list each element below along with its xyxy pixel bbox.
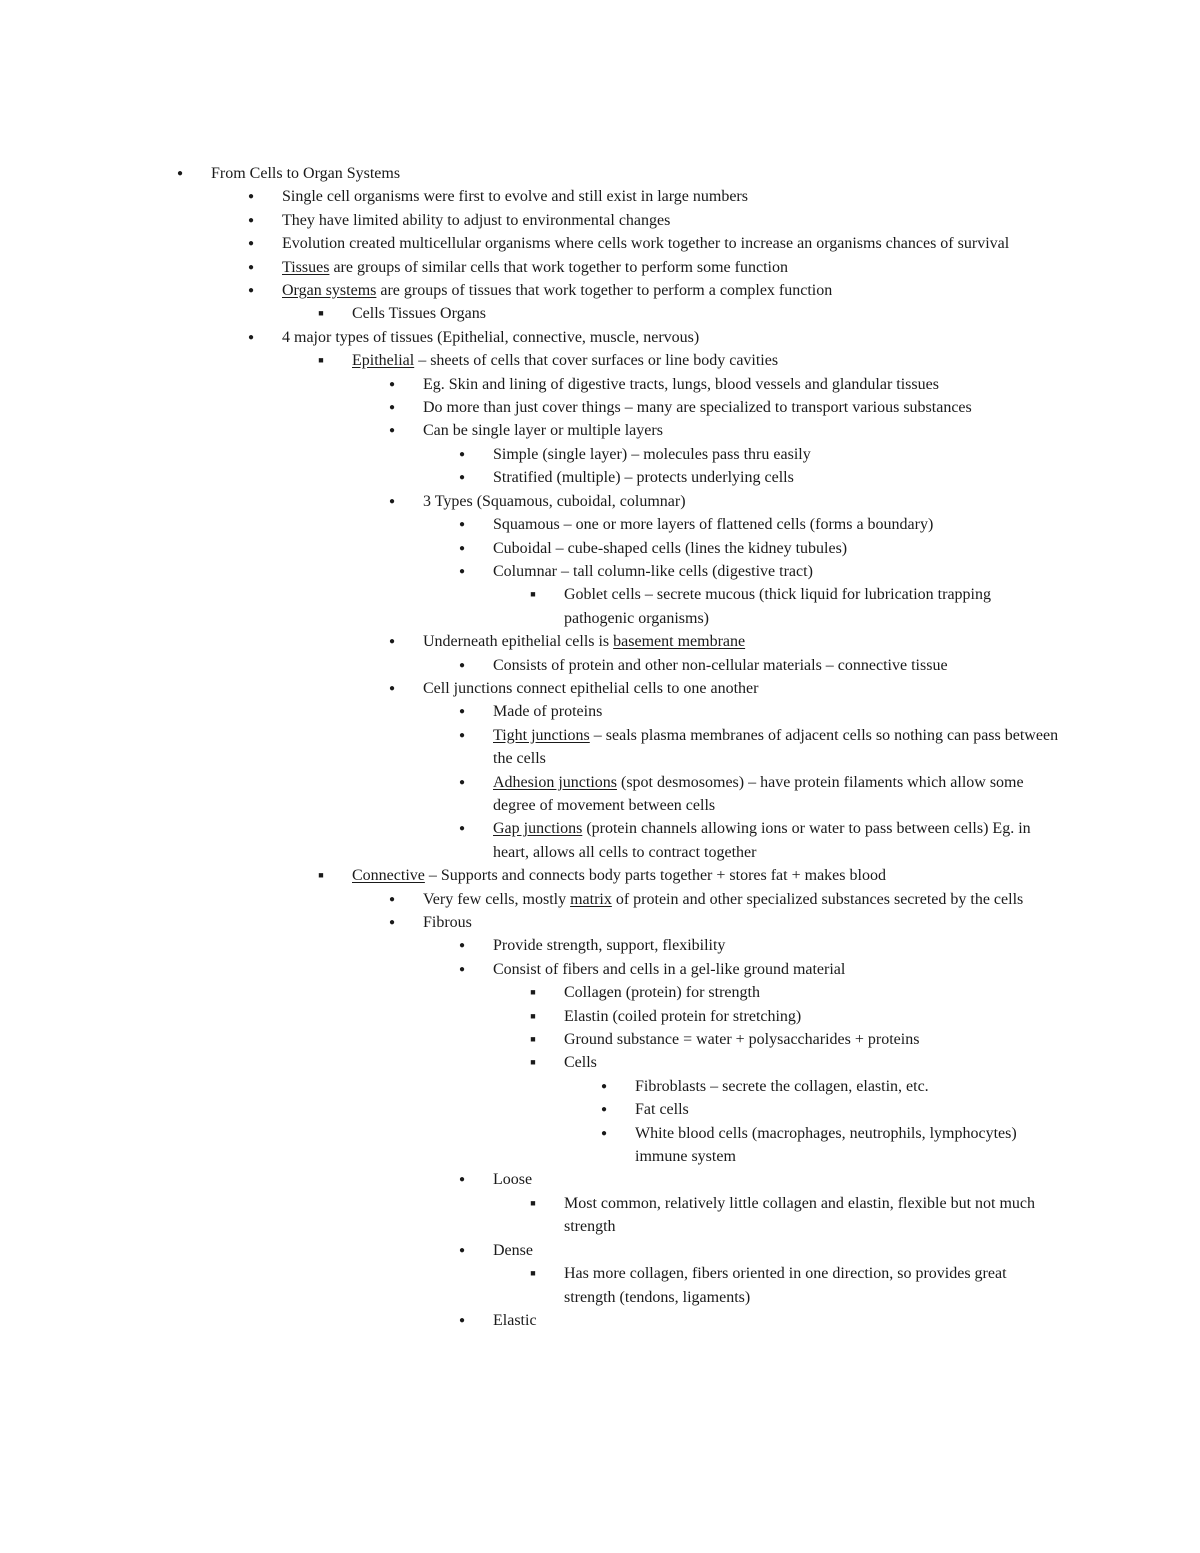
text-run: are groups of tissues that work together to perform a complex function bbox=[376, 282, 833, 300]
text-run: Evolution created multicellular organisms where cells work together to increase an organisms chances of survival bbox=[282, 235, 1010, 253]
outline-item-text bbox=[211, 162, 1062, 185]
disc-bullet-icon bbox=[382, 396, 402, 419]
text-run: Collagen (protein) for strength bbox=[564, 984, 760, 1002]
outline-item-level-5 bbox=[493, 817, 1062, 864]
disc-bullet-icon bbox=[452, 934, 472, 957]
outline-item-level-6 bbox=[564, 981, 1062, 1004]
outline-item-level-5 bbox=[493, 771, 1062, 818]
outline-item-level-5 bbox=[493, 700, 1062, 723]
disc-bullet-icon bbox=[382, 490, 402, 513]
outline-item-level-2 bbox=[282, 185, 1062, 208]
outline-item-level-4 bbox=[423, 911, 1062, 934]
text-run: Elastin (coiled protein for stretching) bbox=[564, 1007, 802, 1025]
text-run: Cells Tissues Organs bbox=[352, 305, 486, 323]
disc-bullet-icon bbox=[241, 279, 261, 302]
square-bullet-icon bbox=[311, 864, 331, 887]
disc-bullet-icon bbox=[241, 209, 261, 232]
outline-item-text bbox=[282, 209, 1062, 232]
outline-item-level-7 bbox=[635, 1075, 1062, 1098]
disc-bullet-icon bbox=[594, 1098, 614, 1121]
outline-item-level-3 bbox=[352, 349, 1062, 372]
outline-item-text bbox=[423, 888, 1062, 911]
disc-bullet-icon bbox=[170, 162, 190, 185]
text-run: – seals plasma membranes of adjacent cells so nothing can pass between the cells bbox=[493, 726, 1059, 768]
text-run: are groups of similar cells that work together to perform some function bbox=[329, 258, 788, 276]
outline-item-level-5 bbox=[493, 466, 1062, 489]
text-run: (spot desmosomes) – have protein filaments which allow some degree of movement between cells bbox=[493, 773, 1024, 814]
square-bullet-icon bbox=[523, 1051, 543, 1074]
outline-item-level-3 bbox=[352, 864, 1062, 887]
outline-item-level-2 bbox=[282, 256, 1062, 279]
outline-item-level-5 bbox=[493, 934, 1062, 957]
text-run: Fat cells bbox=[635, 1101, 689, 1119]
text-run: Made of proteins bbox=[493, 703, 603, 721]
outline-item-level-4 bbox=[423, 677, 1062, 700]
text-run: – sheets of cells that cover surfaces or line body cavities bbox=[414, 352, 779, 370]
disc-bullet-icon bbox=[452, 560, 472, 583]
underlined-term: matrix bbox=[570, 890, 612, 908]
outline-item-text bbox=[493, 513, 1062, 536]
outline-item-text bbox=[493, 771, 1062, 818]
disc-bullet-icon bbox=[382, 677, 402, 700]
disc-bullet-icon bbox=[382, 419, 402, 442]
text-run: Provide strength, support, flexibility bbox=[493, 937, 726, 955]
text-run: – Supports and connects body parts together + stores fat + makes blood bbox=[424, 867, 886, 885]
text-run: Underneath epithelial cells is bbox=[423, 633, 614, 651]
outline-item-text bbox=[282, 279, 1062, 302]
outline-item-level-2 bbox=[282, 279, 1062, 302]
text-run: Most common, relatively little collagen and elastin, flexible but not much strength bbox=[564, 1194, 1035, 1236]
outline-item-text bbox=[493, 443, 1062, 466]
outline-item-text bbox=[493, 1309, 1062, 1332]
outline-item-level-2 bbox=[282, 232, 1062, 255]
disc-bullet-icon bbox=[452, 443, 472, 466]
underlined-term: Epithelial bbox=[352, 352, 415, 370]
text-run: White blood cells (macrophages, neutrophils, lymphocytes) immune system bbox=[635, 1124, 1017, 1166]
outline-item-level-5 bbox=[493, 724, 1062, 771]
text-run: 3 Types (Squamous, cuboidal, columnar) bbox=[423, 492, 686, 510]
outline-item-level-4 bbox=[423, 396, 1062, 419]
text-run: From Cells to Organ Systems bbox=[211, 165, 401, 182]
outline-item-text bbox=[282, 256, 1062, 279]
text-run: 4 major types of tissues (Epithelial, connective, muscle, nervous) bbox=[282, 328, 700, 346]
outline-item-text bbox=[635, 1122, 1062, 1169]
text-run: Elastic bbox=[493, 1311, 537, 1329]
disc-bullet-icon bbox=[382, 630, 402, 653]
outline-item-text bbox=[423, 490, 1062, 513]
outline-item-text bbox=[635, 1098, 1062, 1121]
underlined-term: Gap junctions bbox=[493, 820, 583, 838]
outline-item-text bbox=[352, 864, 1062, 887]
outline-item-level-7 bbox=[635, 1098, 1062, 1121]
underlined-term: Tight junctions bbox=[493, 726, 590, 744]
disc-bullet-icon bbox=[382, 888, 402, 911]
outline-item-level-6 bbox=[564, 583, 1062, 630]
outline-item-text bbox=[423, 911, 1062, 934]
disc-bullet-icon bbox=[452, 1239, 472, 1262]
disc-bullet-icon bbox=[452, 958, 472, 981]
underlined-term: Adhesion junctions bbox=[493, 773, 617, 791]
square-bullet-icon bbox=[311, 302, 331, 325]
outline-item-text bbox=[493, 958, 1062, 981]
outline-item-text bbox=[282, 185, 1062, 208]
disc-bullet-icon bbox=[452, 537, 472, 560]
outline-item-text bbox=[282, 232, 1062, 255]
outline-item-text bbox=[493, 654, 1062, 677]
outline-item-level-6 bbox=[564, 1262, 1062, 1309]
outline-item-text bbox=[564, 583, 1062, 630]
disc-bullet-icon bbox=[382, 373, 402, 396]
underlined-term: Organ systems bbox=[282, 282, 377, 300]
outline-item-text bbox=[352, 302, 1062, 325]
disc-bullet-icon bbox=[241, 256, 261, 279]
outline-item-text bbox=[493, 817, 1062, 864]
outline-item-text bbox=[423, 677, 1062, 700]
outline-item-level-1 bbox=[211, 162, 1062, 185]
square-bullet-icon bbox=[311, 349, 331, 372]
outline-item-level-2 bbox=[282, 326, 1062, 349]
text-run: Fibroblasts – secrete the collagen, elastin, etc. bbox=[635, 1077, 929, 1095]
outline-item-text bbox=[564, 981, 1062, 1004]
text-run: Cells bbox=[564, 1054, 597, 1072]
outline-item-text bbox=[282, 326, 1062, 349]
outline-item-text bbox=[564, 1028, 1062, 1051]
text-run: Loose bbox=[493, 1171, 533, 1189]
text-run: (protein channels allowing ions or water to pass between cells) Eg. in heart, allows all cells to contract together bbox=[493, 820, 1031, 861]
outline-item-level-5 bbox=[493, 654, 1062, 677]
outline-item-text bbox=[635, 1075, 1062, 1098]
disc-bullet-icon bbox=[452, 817, 472, 840]
outline-item-level-7 bbox=[635, 1122, 1062, 1169]
outline-item-level-6 bbox=[564, 1005, 1062, 1028]
underlined-term: Tissues bbox=[282, 258, 330, 276]
outline-item-text bbox=[493, 1239, 1062, 1262]
text-run: Consist of fibers and cells in a gel-like ground material bbox=[493, 960, 846, 978]
text-run: Goblet cells – secrete mucous (thick liquid for lubrication trapping pathogenic organisms) bbox=[564, 586, 991, 627]
square-bullet-icon bbox=[523, 1028, 543, 1051]
text-run: Very few cells, mostly bbox=[423, 890, 571, 908]
outline-item-level-6 bbox=[564, 1192, 1062, 1239]
disc-bullet-icon bbox=[452, 724, 472, 747]
disc-bullet-icon bbox=[452, 513, 472, 536]
text-run: of protein and other specialized substances secreted by the cells bbox=[611, 890, 1024, 908]
outline-item-level-5 bbox=[493, 1168, 1062, 1191]
text-run: Has more collagen, fibers oriented in one direction, so provides great strength (tendons, ligaments) bbox=[564, 1265, 1007, 1306]
disc-bullet-icon bbox=[452, 771, 472, 794]
outline-item-level-4 bbox=[423, 888, 1062, 911]
square-bullet-icon bbox=[523, 583, 543, 606]
outline-item-text bbox=[493, 1168, 1062, 1191]
text-run: Cell junctions connect epithelial cells to one another bbox=[423, 679, 759, 697]
square-bullet-icon bbox=[523, 1192, 543, 1215]
text-run: Do more than just cover things – many are specialized to transport various substances bbox=[423, 399, 972, 417]
outline-item-level-5 bbox=[493, 443, 1062, 466]
outline-item-level-4 bbox=[423, 490, 1062, 513]
square-bullet-icon bbox=[523, 1005, 543, 1028]
disc-bullet-icon bbox=[594, 1122, 614, 1145]
outline-item-level-4 bbox=[423, 630, 1062, 653]
disc-bullet-icon bbox=[241, 185, 261, 208]
outline-item-level-5 bbox=[493, 560, 1062, 583]
outline-item-text bbox=[423, 630, 1062, 653]
text-run: Eg. Skin and lining of digestive tracts, lungs, blood vessels and glandular tissues bbox=[423, 375, 939, 393]
outline-item-text bbox=[564, 1192, 1062, 1239]
text-run: Can be single layer or multiple layers bbox=[423, 422, 663, 440]
disc-bullet-icon bbox=[452, 1168, 472, 1191]
outline-item-text bbox=[493, 724, 1062, 771]
outline-item-text bbox=[352, 349, 1062, 372]
disc-bullet-icon bbox=[382, 911, 402, 934]
outline-item-text bbox=[493, 466, 1062, 489]
disc-bullet-icon bbox=[452, 1309, 472, 1332]
outline-item-text bbox=[493, 560, 1062, 583]
outline-item-level-4 bbox=[423, 373, 1062, 396]
outline-item-level-5 bbox=[493, 958, 1062, 981]
disc-bullet-icon bbox=[452, 654, 472, 677]
text-run: Single cell organisms were first to evolve and still exist in large numbers bbox=[282, 188, 748, 206]
disc-bullet-icon bbox=[452, 466, 472, 489]
outline-item-level-3 bbox=[352, 302, 1062, 325]
outline-item-level-6 bbox=[564, 1051, 1062, 1074]
text-run: Columnar – tall column-like cells (digestive tract) bbox=[493, 562, 813, 580]
outline-item-text bbox=[423, 396, 1062, 419]
text-run: Squamous – one or more layers of flattened cells (forms a boundary) bbox=[493, 516, 934, 534]
outline-item-text bbox=[423, 373, 1062, 396]
disc-bullet-icon bbox=[594, 1075, 614, 1098]
outline-item-level-5 bbox=[493, 1239, 1062, 1262]
notes-outline bbox=[0, 162, 1200, 1332]
outline-item-text bbox=[423, 419, 1062, 442]
square-bullet-icon bbox=[523, 1262, 543, 1285]
square-bullet-icon bbox=[523, 981, 543, 1004]
underlined-term: Connective bbox=[352, 867, 425, 885]
outline-item-text bbox=[564, 1051, 1062, 1074]
disc-bullet-icon bbox=[452, 700, 472, 723]
underlined-term: basement membrane bbox=[613, 633, 746, 651]
text-run: Stratified (multiple) – protects underlying cells bbox=[493, 469, 794, 487]
disc-bullet-icon bbox=[241, 232, 261, 255]
outline-item-level-5 bbox=[493, 513, 1062, 536]
text-run: Fibrous bbox=[423, 914, 472, 931]
outline-item-level-4 bbox=[423, 419, 1062, 442]
outline-item-level-2 bbox=[282, 209, 1062, 232]
outline-item-level-6 bbox=[564, 1028, 1062, 1051]
outline-item-level-5 bbox=[493, 537, 1062, 560]
text-run: Dense bbox=[493, 1241, 533, 1259]
outline-item-text bbox=[564, 1005, 1062, 1028]
disc-bullet-icon bbox=[241, 326, 261, 349]
outline-item-text bbox=[493, 700, 1062, 723]
outline-item-text bbox=[564, 1262, 1062, 1309]
text-run: Simple (single layer) – molecules pass thru easily bbox=[493, 445, 811, 463]
outline-item-level-5 bbox=[493, 1309, 1062, 1332]
outline-item-text bbox=[493, 537, 1062, 560]
text-run: Consists of protein and other non-cellular materials – connective tissue bbox=[493, 656, 948, 674]
outline-item-text bbox=[493, 934, 1062, 957]
text-run: Cuboidal – cube-shaped cells (lines the kidney tubules) bbox=[493, 539, 848, 557]
text-run: Ground substance = water + polysaccharides + proteins bbox=[564, 1031, 920, 1049]
text-run: They have limited ability to adjust to environmental changes bbox=[282, 211, 671, 229]
